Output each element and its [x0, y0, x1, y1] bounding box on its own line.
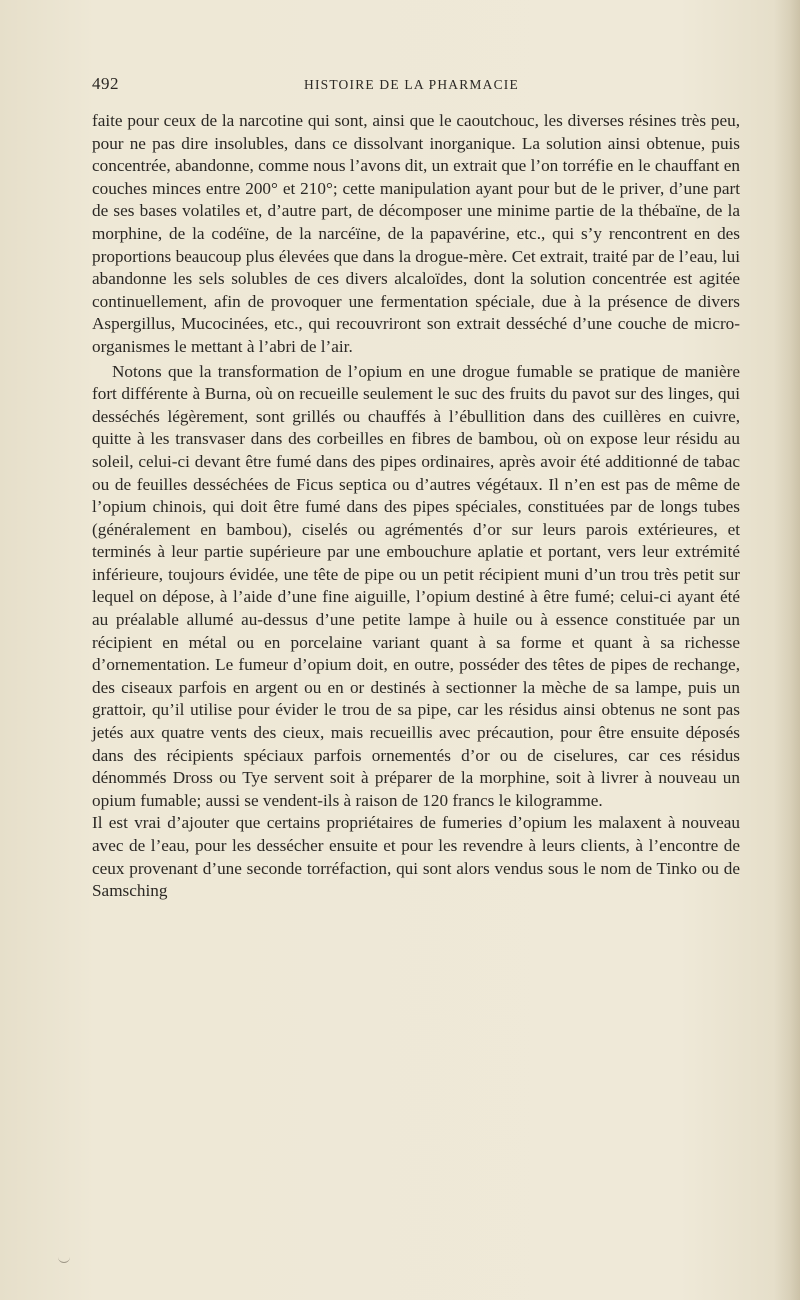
paragraph-continuation: faite pour ceux de la narcotine qui sont, ainsi que le caoutchouc, les diverses résines très peu, pour ne pas dire insolubles, dans ce dissolvant inorganique. La solution ainsi obtenue, puis concentrée, abandonne, comme nous l’avons dit, un extrait que l’on torréfie en le chauffant en couches minces entre 200° et 210°; cette manipulation ayant pour but de le priver, d’une part de ses bases volatiles et, d’autre part, de décomposer une minime partie de la thébaïne, de la morphine, de la codéïne, de la narcéïne, de la papavérine, etc., qui s’y rencontrent en des proportions beaucoup plus élevées que dans la drogue-mère. Cet extrait, traité par de l’eau, lui abandonne les sels solubles de ces divers alcaloïdes, dont la solution concentrée est agitée continuellement, afin de provoquer une fermentation spéciale, due à la présence de divers Aspergillus, Mucocinées, etc., qui recouvriront son extrait desséché d’une couche de micro-organismes le mettant à l’abri de l’air.	[92, 111, 740, 356]
stray-pencil-mark	[58, 1256, 70, 1263]
paragraph-fumeries: Il est vrai d’ajouter que certains propriétaires de fumeries d’opium les malaxent à nouveau avec de l’eau, pour les dessécher ensuite et pour les revendre à leurs clients, à l’encontre de ceux provenant d’une seconde torréfaction, qui sont alors vendus sous le nom de Tinko ou de Samsching	[92, 813, 740, 901]
running-title: HISTOIRE DE LA PHARMACIE	[304, 77, 519, 92]
body-text	[92, 110, 740, 903]
paragraph-opium-pipes: Notons que la transformation de l’opium en une drogue fumable se pratique de manière fort différente à Burna, où on recueille seulement le suc des fruits du pavot sur des linges, qui desséchés légèrement, sont grillés ou chauffés à l’ébullition dans des cuillères en cuivre, quitte à les transvaser dans des corbeilles en fibres de bambou, où on expose leur résidu au soleil, celui-ci devant être fumé dans des pipes ordinaires, après avoir été additionné de tabac ou de feuilles desséchées de Ficus septica ou d’autres végétaux. Il n’en est pas de même de l’opium chinois, qui doit être fumé dans des pipes spéciales, constituées par de longs tubes (généralement en bambou), ciselés ou agrémentés d’or sur leurs parois extérieures, et terminés à leur partie supérieure par une embouchure aplatie et portant, vers leur extrémité inférieure, toujours évidée, une tête de pipe ou un petit récipient muni d’un trou très petit sur lequel on dépose, à l’aide d’une fine aiguille, l’opium destiné à être fumé; celui-ci ayant été au préalable allumé au-dessus d’une petite lampe à huile ou à essence constituée par un récipient en métal ou en porcelaine variant quant à sa forme et quant à sa richesse d’ornementation. Le fumeur d’opium doit, en outre, posséder des têtes de pipes de rechange, des ciseaux parfois en argent ou en or destinés à sectionner la mèche de sa lampe, puis un grattoir, qu’il utilise pour évider le trou de sa pipe, car les résidus ainsi obtenus ne sont pas jetés aux quatre vents des cieux, mais recueillis avec précaution, pour être ensuite déposés dans des récipients spéciaux parfois ornementés d’or ou de ciselures, car ces résidus dénommés Dross ou Tye servent soit à préparer de la morphine, soit à livrer à nouveau un opium fumable; aussi se vendent-ils à raison de 120 francs le kilogramme.	[92, 361, 740, 810]
page-number: 492	[92, 74, 119, 93]
page-edge-shadow	[774, 0, 800, 1300]
page-header	[92, 74, 742, 100]
